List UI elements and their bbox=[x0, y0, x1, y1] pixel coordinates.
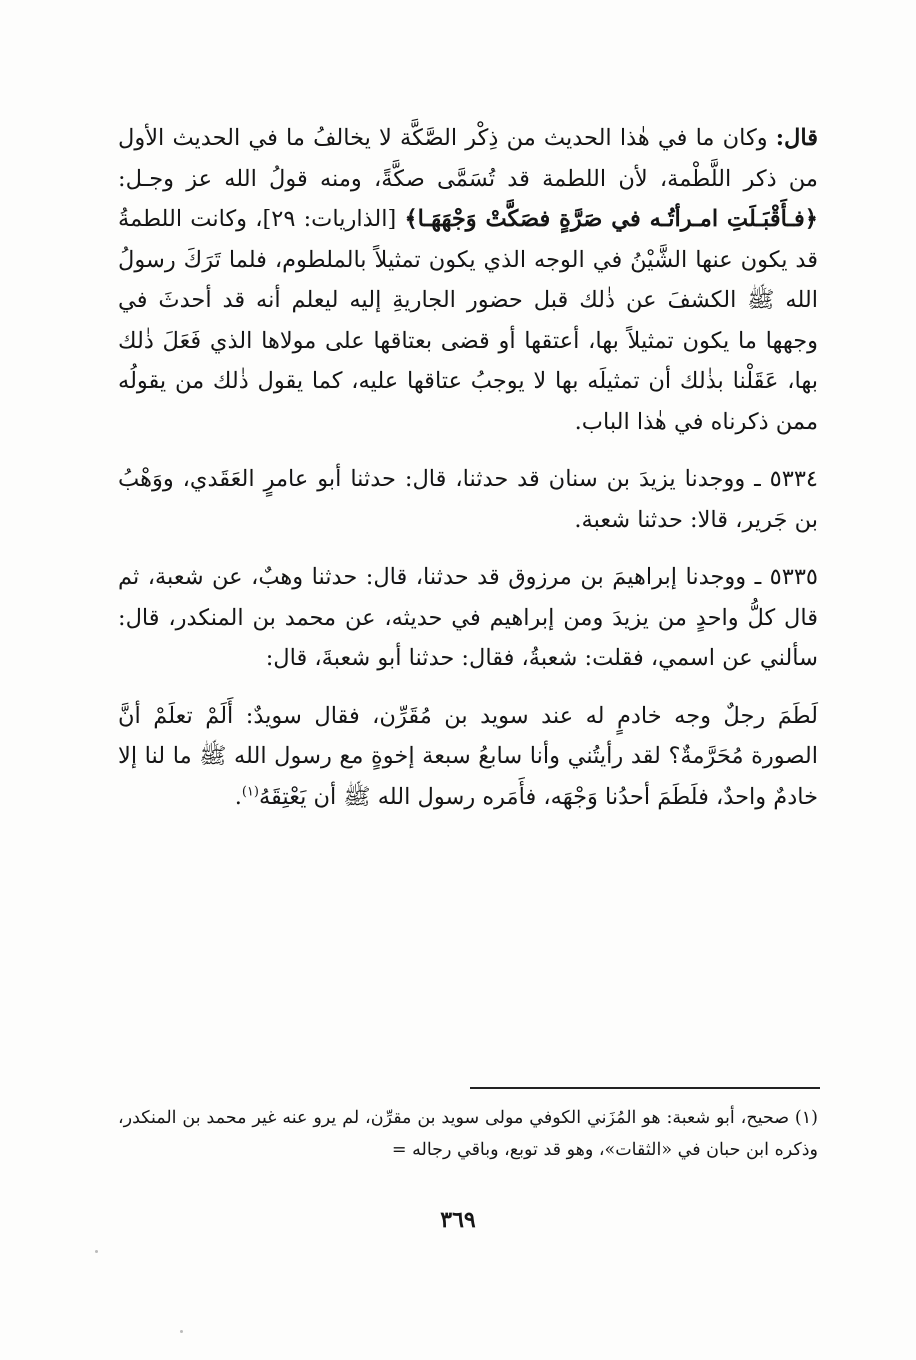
matn-end: . bbox=[234, 783, 242, 810]
commentary-text-continued: [الذاريات: ٢٩]، وكانت اللطمةُ قد يكون عنها الشَّيْنُ في الوجه الذي يكون تمثيلاً بالملطوم، فلما تَرَكَ رسولُ الله ﷺ الكشفَ عن ذٰلك قبل حضور الجاريةِ إليه ليعلم أنه قد أحدثَ في وجهها ما يكون تمثيلاً بها، أعتقها أو قضى بعتاقها على مولاها الذي فَعَلَ ذٰلك بها، عَقَلْنا بذٰلك أن تمثيلَه بها لا يوجبُ عتاقها عليه، كما يقول ذٰلك من يقولُه ممن ذكرناه في هٰذا الباب. bbox=[118, 206, 818, 435]
hadith-5335: ٥٣٣٥ ـ ووجدنا إبراهيمَ بن مرزوق قد حدثنا، قال: حدثنا وهبٌ، عن شعبة، ثم قال كلُّ واحدٍ من يزيدَ ومن إبراهيم في حديثه، عن محمد بن المنكدر، قال: سألني عن اسمي، فقلت: شعبةُ، فقال: حدثنا أبو شعبةَ، قال: bbox=[118, 564, 818, 671]
footnote: (١) صحيح، أبو شعبة: هو المُزَني الكوفي مولى سويد بن مقرِّن، لم يرو عنه غير محمد بن المنكدر، وذكره ابن حبان في «الثقات»، وهو قد توبع، وباقي رجاله = bbox=[118, 1108, 818, 1160]
qala-lead: قال: bbox=[775, 125, 818, 151]
page-number: ٣٦٩ bbox=[440, 1207, 476, 1233]
main-text bbox=[118, 118, 818, 817]
commentary-text: وكان ما في هٰذا الحديث من ذِكْر الصَّكَّة لا يخالفُ ما في الحديث الأول من ذكر اللَّطْمة، لأن اللطمة قد تُسَمَّى صكَّةً، ومنه قولُ الله عز وجـل: bbox=[118, 125, 818, 192]
quran-verse: ﴿فـأَقْبَـلَتِ امـرأتُـه في صَرَّةٍ فصَكَّتْ وَجْهَهَـا﴾ bbox=[404, 206, 818, 232]
matn-text: لَطَمَ رجلٌ وجه خادمٍ له عند سويد بن مُقَرِّن، فقال سويدٌ: أَلَمْ تعلَمْ أنَّ الصورة مُحَرَّمةٌ؟ لقد رأيتُني وأنا سابعُ سبعة إخوةٍ مع رسول الله ﷺ ما لنا إلا خادمٌ واحدٌ، فلَطَمَ أحدُنا وَجْهَه، فأَمَره رسول الله ﷺ أن يَعْتِقَهُ bbox=[118, 702, 818, 810]
scan-speck bbox=[180, 1330, 183, 1333]
hadith-matn bbox=[118, 696, 818, 818]
hadith-5334: ٥٣٣٤ ـ ووجدنا يزيدَ بن سنان قد حدثنا، قال: حدثنا أبو عامرٍ العَقَدي، ووَهْبُ بن جَرير، قالا: حدثنا شعبة. bbox=[118, 466, 818, 533]
scan-speck bbox=[95, 1250, 98, 1253]
footnote-ref[interactable]: (١) bbox=[241, 784, 259, 799]
paragraph-commentary bbox=[118, 118, 818, 442]
footnote-divider bbox=[470, 1087, 820, 1089]
